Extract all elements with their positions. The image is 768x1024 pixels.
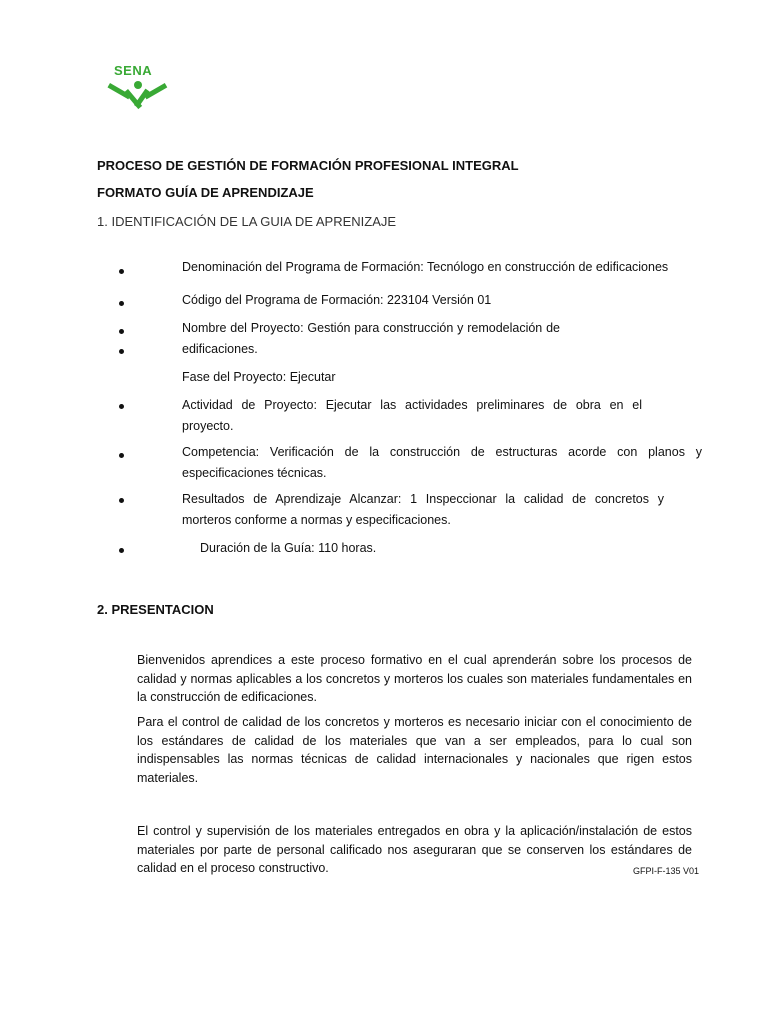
bullet-icon (119, 349, 124, 354)
list-item: Código del Programa de Formación: 223104 Versión 01 (182, 293, 492, 307)
header-line-2: FORMATO GUÍA DE APRENDIZAJE (97, 185, 314, 200)
bullet-icon (119, 329, 124, 334)
paragraph: Para el control de calidad de los concretos y morteros es necesario iniciar con el conocimiento de los estándares de calidad de los materiales que van a ser empleados, para lo cual son indispensables las normas técnicas de calidad internacionales y nacionales que rigen estos materiales. (137, 715, 692, 785)
bullet-icon (119, 453, 124, 458)
list-item: Competencia: Verificación de la construcción de estructuras acorde con planos y especificaciones técnicas. (182, 445, 702, 480)
list-item: Duración de la Guía: 110 horas. (200, 541, 377, 555)
paragraph: Bienvenidos aprendices a este proceso formativo en el cual aprenderán sobre los procesos de calidad y normas aplicables a los concretos y morteros los cuales son materiales fundamentales en la construcción de edificaciones. (137, 653, 692, 704)
bullet-icon (119, 548, 124, 553)
list-item: Resultados de Aprendizaje Alcanzar: 1 Inspeccionar la calidad de concretos y morteros conforme a normas y especificaciones. (182, 492, 664, 527)
bullet-icon (119, 269, 124, 274)
logo-text: SENA (114, 63, 153, 78)
header-line-1: PROCESO DE GESTIÓN DE FORMACIÓN PROFESIONAL INTEGRAL (97, 158, 519, 173)
section1-title: 1. IDENTIFICACIÓN DE LA GUIA DE APRENIZAJE (97, 214, 397, 229)
list-item: Denominación del Programa de Formación: Tecnólogo en construcción de edificaciones (182, 260, 669, 274)
list-item: Actividad de Proyecto: Ejecutar las actividades preliminares de obra en el proyecto. (182, 398, 642, 433)
bullet-icon (119, 301, 124, 306)
document-code: GFPI-F-135 V01 (633, 866, 700, 876)
list-item: Nombre del Proyecto: Gestión para construcción y remodelación de edificaciones. (182, 321, 560, 356)
bullet-icon (119, 404, 124, 409)
paragraph: El control y supervisión de los materiales entregados en obra y la aplicación/instalación de estos materiales por parte de personal calificado nos aseguraran que se conserven los estándares de calidad en el proceso constructivo. (137, 824, 692, 875)
bullet-icon (119, 498, 124, 503)
section2-title: 2. PRESENTACION (97, 602, 214, 617)
sena-logo-icon (106, 53, 172, 117)
list-item: Fase del Proyecto: Ejecutar (182, 370, 336, 384)
